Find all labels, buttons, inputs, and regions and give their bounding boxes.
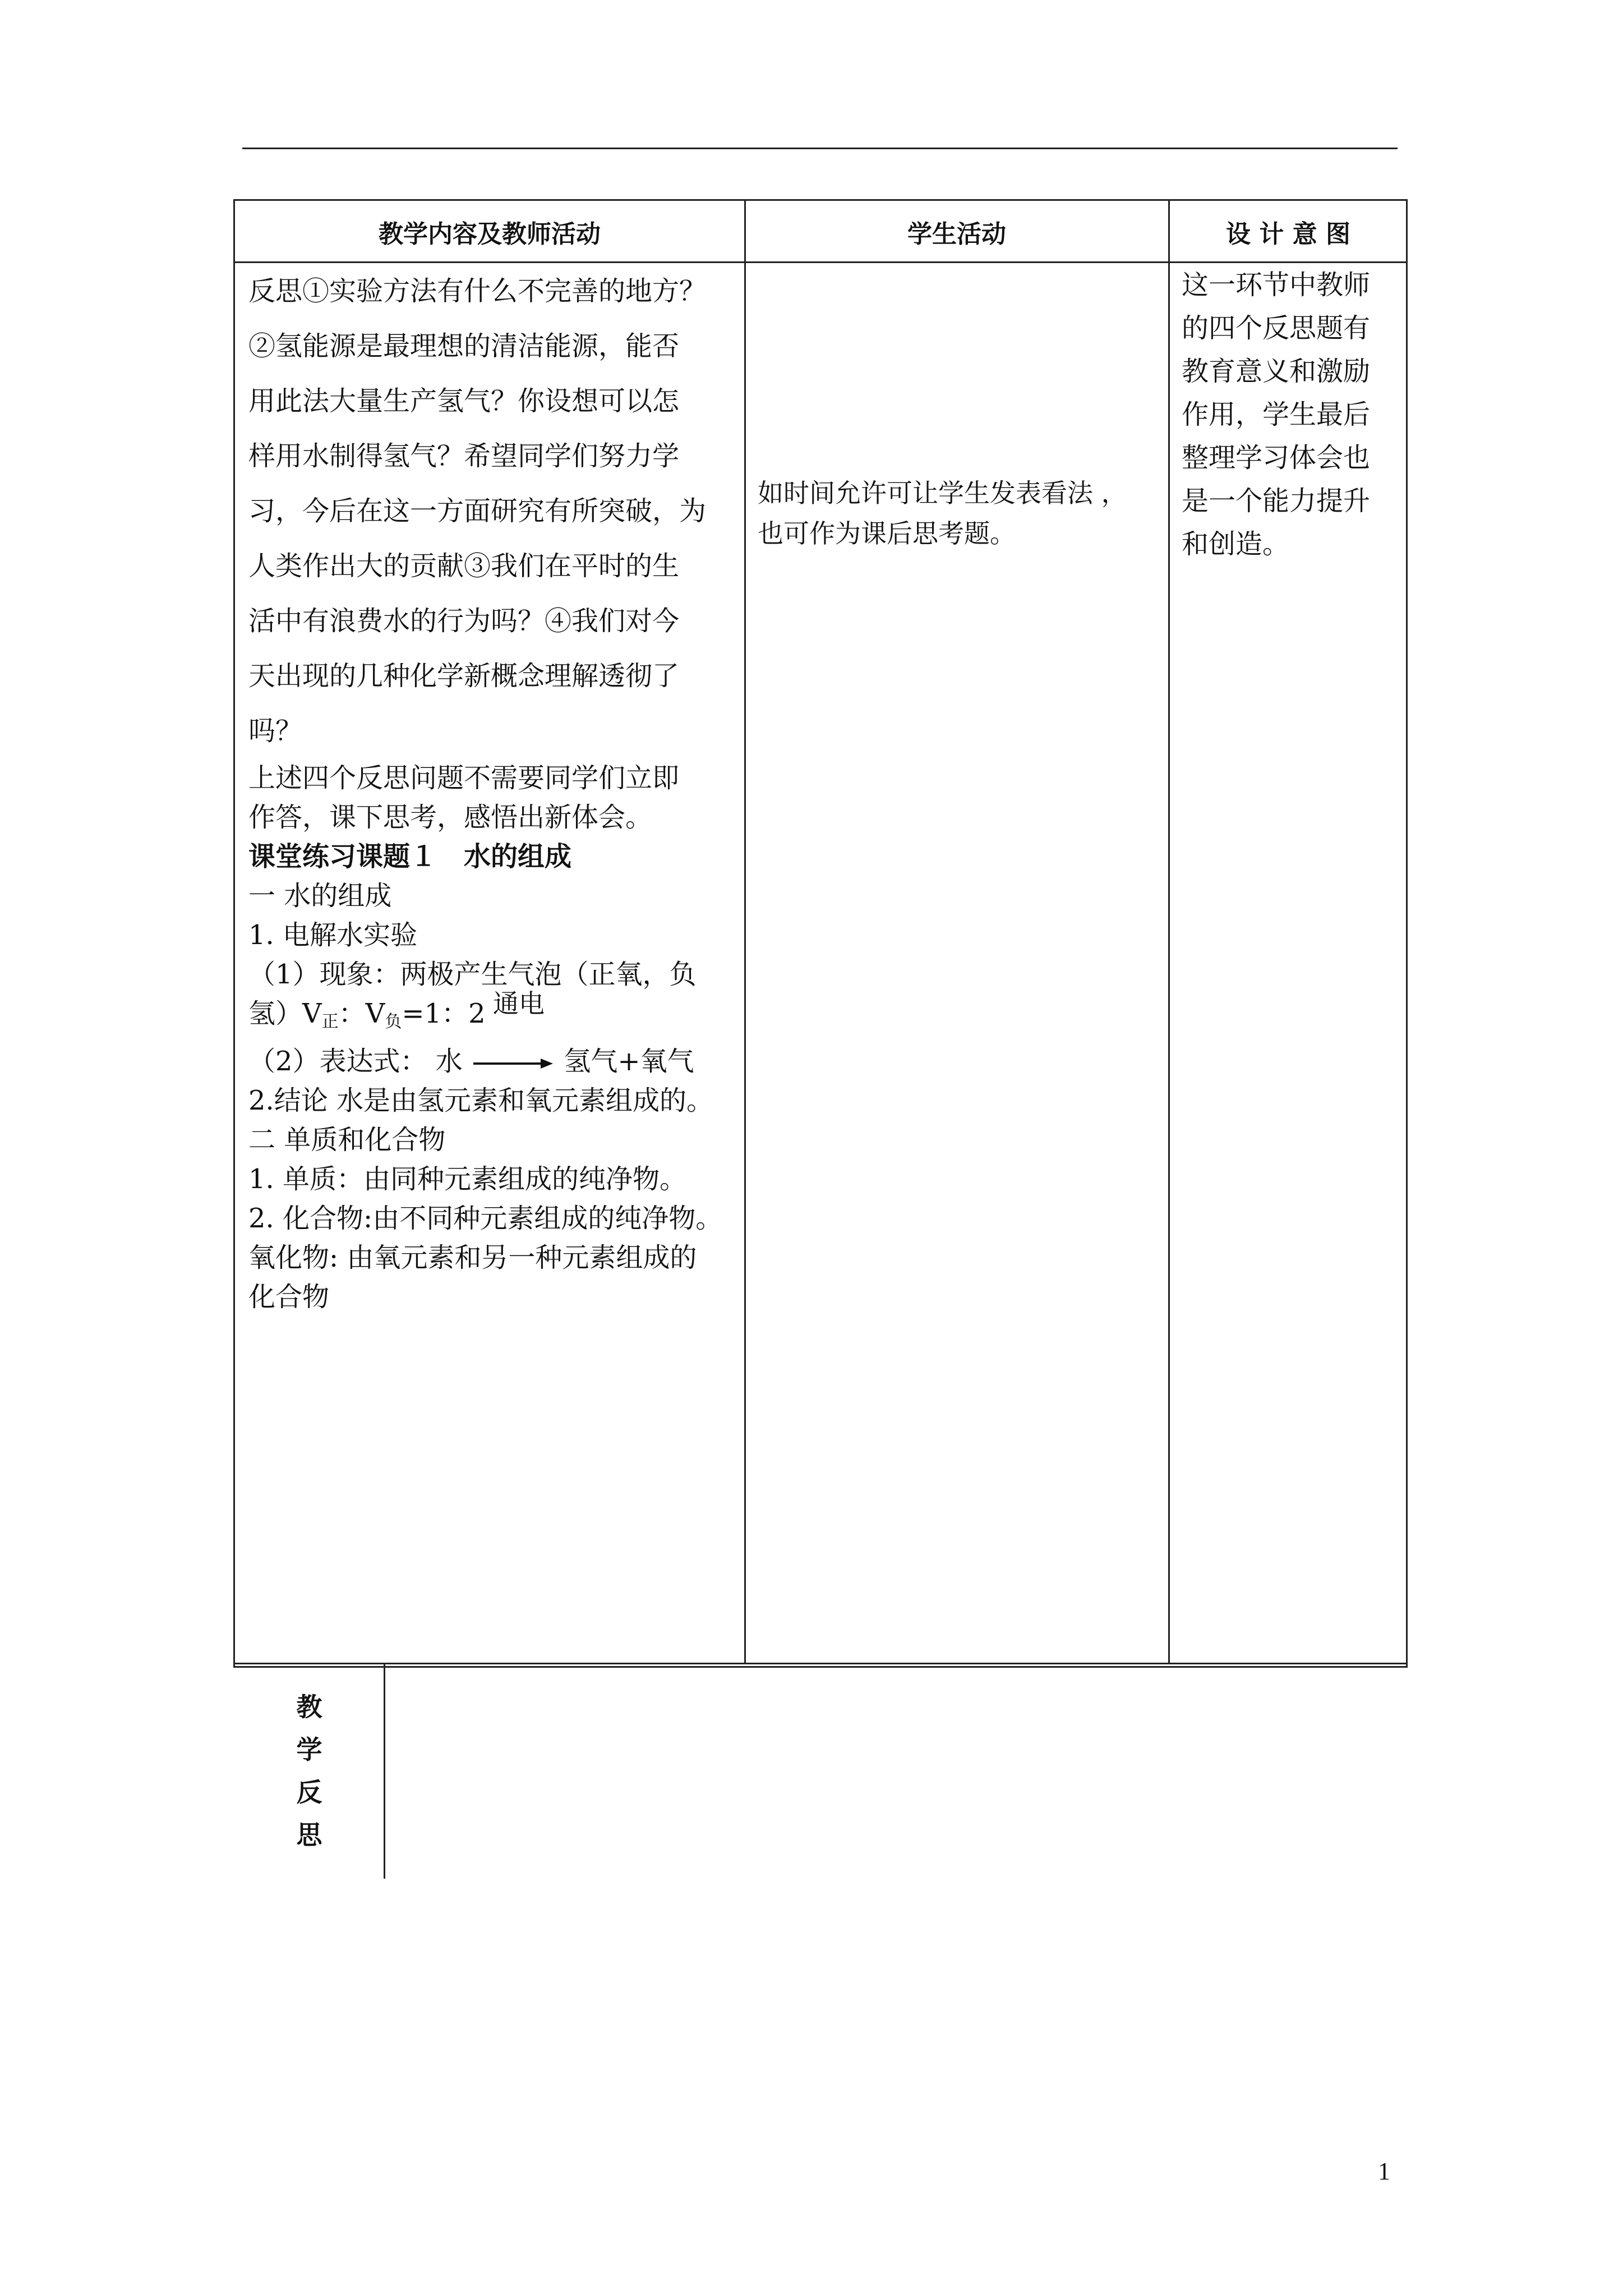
student-activity-line: 也可作为课后思考题。	[758, 518, 1016, 549]
section-heading: 二 单质和化合物	[248, 1124, 446, 1156]
reflection-line: 吗？	[248, 715, 303, 747]
design-intent-line: 是一个能力提升	[1182, 485, 1371, 517]
section-heading: 一 水的组成	[248, 880, 392, 912]
column-divider-2	[1168, 201, 1170, 1663]
design-intent-line: 这一环节中教师	[1182, 269, 1371, 301]
page-number: 1	[1378, 2157, 1390, 2185]
reflection-line: 人类作出大的贡献③我们在平时的生	[248, 550, 680, 582]
reflection-line: 习，今后在这一方面研究有所突破，为	[248, 495, 707, 527]
note-line: 作答，课下思考，感悟出新体会。	[248, 802, 653, 833]
design-intent-cell	[1182, 264, 1400, 566]
reflection-line: 样用水制得氢气？希望同学们努力学	[248, 440, 680, 472]
conclusion-line: 2.结论 水是由氢元素和氧元素组成的。	[248, 1085, 714, 1116]
definition-compound: 2. 化合物:由不同种元素组成的纯净物。	[248, 1203, 723, 1234]
student-activity-line: 如时间允许可让学生发表看法 ，	[758, 478, 1127, 508]
design-intent-line: 作用，学生最后	[1182, 399, 1371, 430]
header-teaching-content: 教学内容及教师活动	[379, 220, 601, 249]
reflection-line: 天出现的几种化学新概念理解透彻了	[248, 660, 680, 692]
expression-line: （2）表达式： 水 氢气+氧气	[248, 1046, 694, 1077]
design-intent-line: 教育意义和激励	[1182, 356, 1371, 387]
design-intent-line: 的四个反思题有	[1182, 312, 1371, 344]
reflection-line: 反思①实验方法有什么不完善的地方？	[248, 275, 707, 307]
exercise-title: 课堂练习课题１ 水的组成	[248, 841, 572, 872]
lesson-plan-table	[233, 199, 1408, 1850]
header-rule	[242, 148, 1398, 149]
oxide-line: 氧化物: 由氧元素和另一种元素组成的	[248, 1242, 697, 1273]
reflection-line: 用此法大量生产氢气？你设想可以怎	[248, 385, 680, 417]
reaction-arrow-icon	[471, 1055, 555, 1072]
teaching-content-cell	[248, 264, 731, 1317]
subscript-positive: 正	[321, 1012, 339, 1032]
arrow-condition-label: 通电	[493, 988, 545, 1019]
reflection-line: 活中有浪费水的行为吗？④我们对今	[248, 605, 680, 637]
reflection-label-divider	[384, 1663, 385, 1879]
phenomenon-line: （1）现象：两极产生气泡（正氧，负	[248, 959, 697, 990]
list-item: 1. 电解水实验	[248, 919, 418, 951]
definition-element: 1. 单质：由同种元素组成的纯净物。	[248, 1163, 687, 1195]
reflection-row-divider	[235, 1663, 1406, 1664]
design-intent-line: 整理学习体会也	[1182, 442, 1371, 473]
note-line: 上述四个反思问题不需要同学们立即	[248, 762, 680, 794]
teaching-reflection-label: 教 学 反 思	[296, 1691, 322, 1850]
volume-ratio-line: 氢）$V_正$：$V_负=1$：2	[248, 998, 486, 1032]
design-intent-line: 和创造。	[1182, 528, 1290, 560]
header-student-activity: 学生活动	[907, 220, 1006, 249]
oxide-line: 化合物	[248, 1281, 330, 1313]
header-design-intent: 设 计 意 图	[1226, 220, 1350, 249]
column-divider-1	[744, 201, 746, 1663]
reflection-line: ②氢能源是最理想的清洁能源，能否	[248, 330, 680, 362]
subscript-negative: 负	[385, 1012, 402, 1032]
student-activity-cell	[758, 473, 1167, 554]
